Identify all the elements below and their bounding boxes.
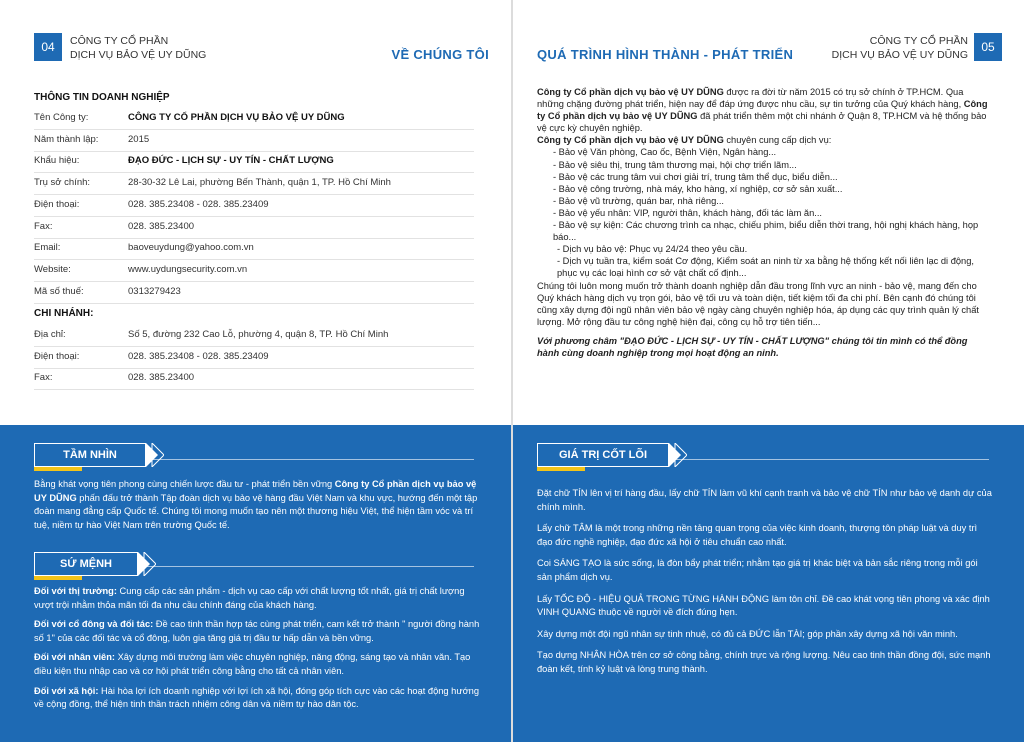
- history-text: [537, 86, 992, 359]
- branch-heading: CHI NHÁNH:: [34, 308, 94, 319]
- info-value: Số 5, đường 232 Cao Lỗ, phường 4, quận 8, TP. Hồ Chí Minh: [128, 329, 389, 340]
- info-value: ĐẠO ĐỨC - LỊCH SỰ - UY TÍN - CHẤT LƯỢNG: [128, 155, 334, 167]
- info-label: Điện thoại:: [34, 350, 80, 362]
- row-divider: [34, 129, 474, 130]
- mission-item: Đối với xã hội: Hài hòa lợi ích doanh nghiệp với lợi ích xã hội, đóng góp tích cực vào các hoạt động hướng về cộng đồng, thể hiện tinh thần trách nhiệm công dân và niềm tự hào dân tộc.: [34, 685, 480, 710]
- chevron-right-icon: [138, 552, 156, 576]
- service-item: - Dịch vụ tuần tra, kiểm soát Cơ động, Kiểm soát an ninh từ xa bằng hệ thống kết nối liên lạc di động, phục vụ các loại hình cơ sở vật chất cố định...: [557, 256, 974, 279]
- row-divider: [34, 281, 474, 282]
- info-label: Fax:: [34, 372, 53, 383]
- info-value: www.uydungsecurity.com.vn: [128, 263, 248, 275]
- info-row: [34, 177, 474, 191]
- core-values-list: [537, 487, 992, 685]
- info-value: 028. 385.23408 - 028. 385.23409: [128, 198, 269, 210]
- info-label: Điện thoại:: [34, 198, 80, 210]
- core-value-item: Lấy chữ TÂM là một trong những nền tảng quan trọng của việc kinh doanh, thượng tôn pháp luật và duy trì đạo đức nghề nghiệp, đạo đức xã hội ở tiêu chuẩn cao nhất.: [537, 523, 978, 547]
- info-label: Website:: [34, 263, 71, 275]
- info-row: [34, 372, 474, 386]
- core-value-item: Xây dựng một đội ngũ nhân sự tinh nhuệ, có đủ cả ĐỨC lẫn TÀI; góp phần xây dựng xã hội văn minh.: [537, 628, 958, 639]
- mission-item: Đối với nhân viên: Xây dựng môi trường làm việc chuyên nghiệp, năng động, sáng tạo và nhân văn. Tạo điều kiện thu nhập cao và cơ hội phát triển công bằng cho tất cả nhân viên.: [34, 652, 471, 676]
- company-line-1: CÔNG TY CỔ PHẦN: [70, 35, 169, 47]
- row-divider: [34, 368, 474, 369]
- info-label: Năm thành lập:: [34, 133, 99, 145]
- company-line-2: DỊCH VỤ BẢO VỆ UY DŨNG: [70, 49, 207, 61]
- blue-panel-left: [0, 425, 511, 742]
- info-value: 0313279423: [128, 285, 181, 297]
- row-divider: [34, 346, 474, 347]
- info-value: 28-30-32 Lê Lai, phường Bến Thành, quận 1, TP. Hồ Chí Minh: [128, 177, 391, 189]
- mission-item: Đối với thị trường: Cung cấp các sản phẩm - dịch vụ cao cấp với chất lượng tốt nhất, giá trị chất lượng vượt trội nhằm thỏa mãn tối đa nhu cầu chính đáng của khách hàng.: [34, 586, 465, 610]
- vision-text: Bằng khát vọng tiên phong cùng chiến lược đầu tư - phát triển bền vững Công ty Cổ phần dịch vụ bảo vệ UY DŨNG phấn đấu trở thành Tập đoàn dịch vụ bảo vệ hàng đầu Việt Nam và khu vực, hướng đến một tập đoàn mang đẳng cấp Quốc tế. Chúng tôi mong muốn tạo nên một thương hiệu Việt, thể hiện tầm vóc và trí tuệ, niềm tự hào Việt Nam trên trường Quốc tế.: [34, 479, 478, 530]
- row-divider: [34, 151, 474, 152]
- chevron-right-icon: [669, 443, 687, 467]
- info-row: [34, 242, 474, 256]
- company-header: [70, 34, 206, 62]
- info-value: 028. 385.23400: [128, 220, 195, 232]
- core-values-tag-label: GIÁ TRỊ CỐT LÕI: [537, 443, 669, 467]
- info-row: [34, 329, 474, 343]
- section-title: QUÁ TRÌNH HÌNH THÀNH - PHÁT TRIỂN: [537, 47, 794, 62]
- info-value: 028. 385.23408 - 028. 385.23409: [128, 350, 269, 362]
- accent-strip: [537, 467, 585, 471]
- core-values-tag: [537, 443, 687, 467]
- mission-list: [34, 585, 484, 718]
- core-value-item: Đặt chữ TÍN lên vị trí hàng đầu, lấy chữ TÍN làm vũ khí cạnh tranh và bảo vệ chữ TÍN như bảo vệ danh dự của chính mình.: [537, 488, 992, 512]
- info-row: [34, 155, 474, 169]
- core-value-item: Lấy TỐC ĐỘ - HIỆU QUẢ TRONG TỪNG HÀNH ĐỘNG làm tôn chỉ. Đề cao khát vọng tiên phong và xác định VINH QUANG thuộc về người về đích đúng hẹn.: [537, 593, 990, 618]
- page-number: 05: [974, 33, 1002, 61]
- service-item: - Dịch vụ bảo vệ: Phục vụ 24/24 theo yêu cầu.: [557, 244, 748, 255]
- mission-item: Đối với cổ đông và đối tác: Đề cao tinh thần hợp tác cùng phát triển, cam kết trở thành " người đồng hành số 1" của các đối tác và cổ đông, luôn gia tăng giá trị đầu tư hấp dẫn và bền vững.: [34, 619, 480, 643]
- services-list-2: [537, 243, 992, 279]
- row-divider: [34, 389, 474, 390]
- core-value-item: Coi SÁNG TẠO là sức sống, là đòn bẩy phát triển; nhằm tạo giá trị khác biệt và bản sắc riêng trong mỗi gói sản phẩm dịch vụ.: [537, 558, 978, 582]
- accent-strip: [34, 467, 82, 471]
- info-row: [34, 264, 474, 278]
- row-divider: [34, 303, 474, 304]
- service-item: - Bảo vệ vũ trường, quán bar, nhà riêng...: [553, 195, 724, 206]
- info-row: [34, 134, 474, 148]
- info-label: Trụ sở chính:: [34, 177, 91, 189]
- core-value-item: Tạo dựng NHÂN HÒA trên cơ sở công bằng, chính trực và rộng lượng. Nêu cao tinh thần đồng đội, sức mạnh đoàn kết, tính kỷ luật và lòng trung thành.: [537, 650, 991, 674]
- row-divider: [34, 259, 474, 260]
- info-value: 028. 385.23400: [128, 372, 195, 383]
- vision-tag-label: TẦM NHÌN: [34, 443, 146, 467]
- service-item: - Bảo vệ các trung tâm vui chơi giải trí, trung tâm thể dục, biểu diễn...: [553, 171, 838, 182]
- info-label: Tên Công ty:: [34, 112, 89, 123]
- accent-strip: [34, 576, 82, 580]
- info-value: baoveuydung@yahoo.com.vn: [128, 242, 254, 254]
- info-row: [34, 351, 474, 365]
- closing-paragraph: Chúng tôi luôn mong muốn trở thành doanh nghiệp dẫn đầu trong lĩnh vực an ninh - bảo vệ, mang đến cho Quý khách hàng dịch vụ trọn gói, bảo vệ tối ưu và toàn diện, tiết kiệm tối đa chi phí. Bên cạnh đó chúng tôi cũng xây dựng đội ngũ nhân viên bảo vệ ngày càng chuyên nghiệp hóa, áp dụng các quy trình quản lý chất lượng. Mở rộng đầu tư công nghệ hiện đại, công cụ hỗ trợ tiên tiến...: [537, 280, 979, 327]
- service-item: - Bảo vệ yếu nhân: VIP, người thân, khách hàng, đối tác làm ăn...: [553, 207, 823, 218]
- services-intro: Công ty Cổ phần dịch vụ bảo vệ UY DŨNG chuyên cung cấp dịch vụ:: [537, 135, 832, 146]
- intro-paragraph: Công ty Cổ phần dịch vụ bảo vệ UY DŨNG được ra đời từ năm 2015 có trụ sở chính ở TP.HCM. Qua những chặng đường phát triển, hiện nay để đáp ứng được nhu cầu, sự tin tưởng của Quý khách hàng, Công ty Cổ phần dịch vụ bảo vệ UY DŨNG đã phát triển thêm một chi nhánh ở Quận 8, TP.HCM và hệ thống bảo vệ cực kỳ chuyên nghiệp.: [537, 87, 988, 134]
- page-number: 04: [34, 33, 62, 61]
- info-label: Fax:: [34, 220, 53, 232]
- row-divider: [34, 172, 474, 173]
- info-label: Email:: [34, 242, 61, 254]
- info-heading: THÔNG TIN DOANH NGHIỆP: [34, 92, 170, 103]
- info-value: CÔNG TY CỔ PHẦN DỊCH VỤ BẢO VỆ UY DŨNG: [128, 112, 345, 123]
- info-row: [34, 286, 474, 300]
- service-item: - Bảo vệ Văn phòng, Cao ốc, Bệnh Viện, Ngân hàng...: [553, 147, 777, 158]
- service-item: - Bảo vệ công trường, nhà máy, kho hàng, xí nghiệp, cơ sở sản xuất...: [553, 183, 843, 194]
- chevron-right-icon: [146, 443, 164, 467]
- company-line-2: DỊCH VỤ BẢO VỆ UY DŨNG: [831, 49, 968, 61]
- company-header: [832, 34, 968, 62]
- row-divider: [34, 194, 474, 195]
- mission-tag-label: SỨ MỆNH: [34, 552, 138, 576]
- company-line-1: CÔNG TY CỔ PHẦN: [869, 35, 968, 47]
- blue-panel-right: [513, 425, 1024, 742]
- vision-tag: [34, 443, 164, 467]
- service-item: - Bảo vệ sự kiện: Các chương trình ca nhạc, chiếu phim, biểu diễn thời trang, hội nghị khách hàng, họp báo...: [553, 220, 979, 243]
- motto: Với phương châm "ĐẠO ĐỨC - LỊCH SỰ - UY TÍN - CHẤT LƯỢNG" chúng tôi tin mình có thể đồng hành cùng doanh nghiệp trong mọi hoạt động an ninh.: [537, 335, 968, 358]
- info-value: 2015: [128, 133, 150, 145]
- info-label: Khẩu hiệu:: [34, 155, 80, 167]
- services-list: [537, 146, 992, 243]
- row-divider: [34, 238, 474, 239]
- info-row: [34, 199, 474, 213]
- service-item: - Bảo vệ siêu thị, trung tâm thương mại, hội chợ triển lãm...: [553, 159, 797, 170]
- info-label: Địa chỉ:: [34, 329, 66, 340]
- mission-tag: [34, 552, 156, 576]
- section-title: VỀ CHÚNG TÔI: [391, 47, 489, 62]
- info-label: Mã số thuế:: [34, 285, 84, 297]
- info-row: [34, 221, 474, 235]
- info-row: [34, 112, 474, 126]
- row-divider: [34, 216, 474, 217]
